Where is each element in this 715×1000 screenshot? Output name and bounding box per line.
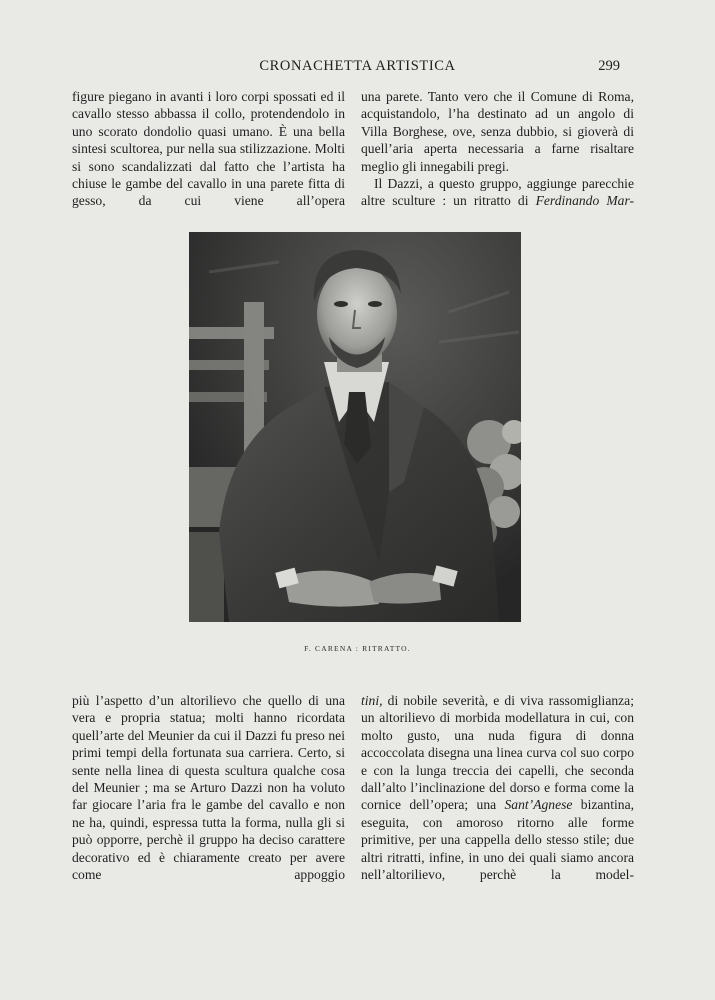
portrait-plate [189,232,521,622]
text-run: di nobile severità, e di viva rassomiglianza; un altorilievo di morbida modellatura in cui, con molto gusto, una nuda figura di donna accoccolata disegna una linea curva col suo corpo e con la lunga treccia dei capelli, che seconda dall’alto l’inclinazione del dorso e forma come la cornice dell’opera; una [361,693,634,813]
italic-name: Sant’Agnese [504,797,573,813]
text-column-bottom-right [361,692,634,883]
paragraph [361,175,634,210]
running-head [0,58,715,78]
figure-caption: F. CARENA : RITRATTO. [304,644,411,653]
paragraph: figure piegano in avanti i loro corpi spossati ed il cavallo stesso abbassa il collo, protendendolo in uno scorato dondolio quasi umano. È una bella sintesi scultorea, pur nella sua stilizzazione. Molti si sono scandalizzati dal fatto che l’artista ha chiuse le gambe del cavallo in una parete fitta di gesso, da cui viene all’opera [72,89,345,209]
italic-name: Ferdinando Mar- [535,193,634,209]
paragraph [361,692,634,883]
text-column-top-right [361,88,634,210]
paragraph: una parete. Tanto vero che il Comune di Roma, acquistandolo, l’ha destinato ad un angolo di Villa Borghese, ove, senza dubbio, si gioverà di quell’aria aperta necessaria a farne risaltare meglio gli innegabili pregi. [361,89,634,174]
text-column-top-left [72,88,345,210]
text-column-bottom-left [72,692,345,883]
text-run: Il Dazzi, a questo gruppo, aggiunge parecchie altre sculture : un ritratto di [361,176,634,209]
italic-name: tini, [361,693,383,708]
running-title: CRONACHETTA ARTISTICA [259,58,456,74]
page-number: 299 [598,58,620,74]
text-run: bizantina, eseguita, con amoroso ritorno alle forme primitive, per una cappella dello stesso stile; due altri ritratti, infine, in uno dei quali siamo ancora nell’altorilievo, perchè la model- [361,797,635,883]
paragraph: più l’aspetto d’un altorilievo che quello di una vera e propria statua; molti hanno ricordata quell’arte del Meunier da cui il Dazzi fu preso nei primi tempi della fortunata sua carriera. Certo, si sente nella linea di questa scultura qualche cosa del Meunier ; ma se Arturo Dazzi non ha voluto far giocare l’aria fra le gambe del cavallo e non ne ha, quindi, espressa tutta la forma, nulla gli si può opporre, perchè il gruppo ha deciso carattere decorativo ed è chiaramente creato per avere come appoggio [72,693,345,883]
portrait-painting [189,232,521,622]
